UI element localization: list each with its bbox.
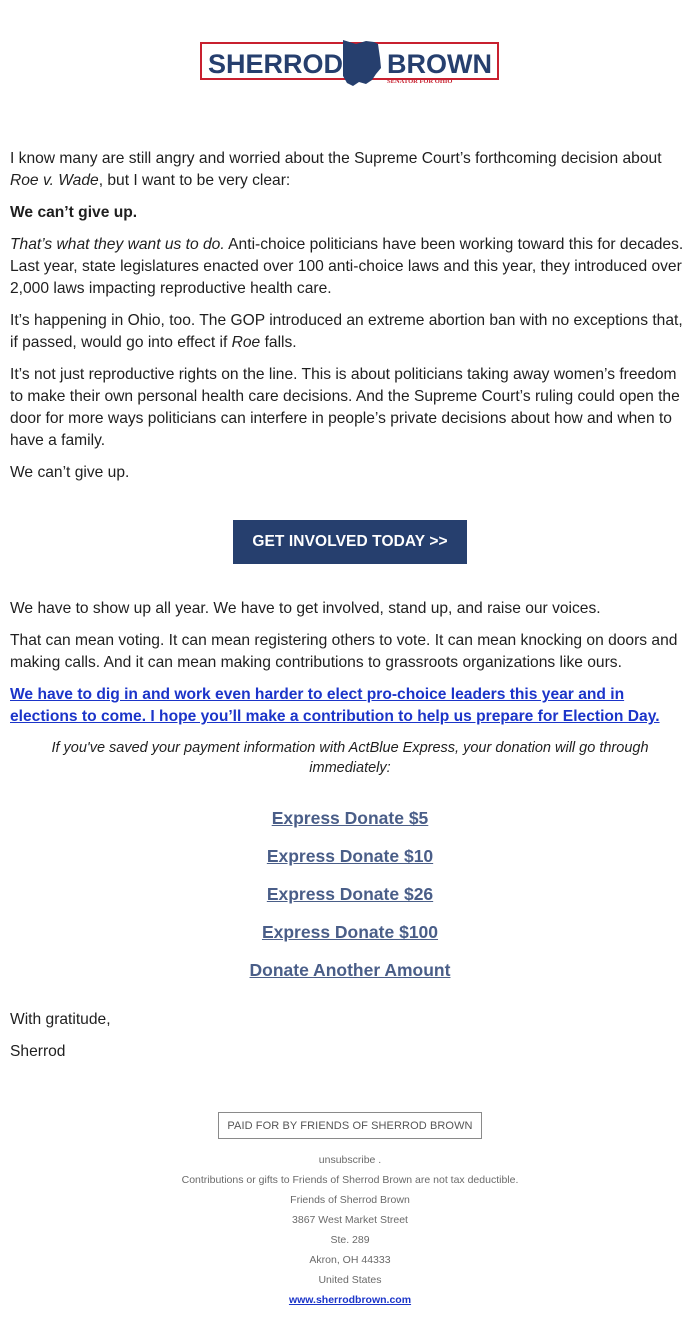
paragraph-5: It’s not just reproductive rights on the line. This is about politicians taking away women’s freedom to make their own personal health care decisions. And the Supreme Court’s ruling could open the door for more ways politicians can interfere in people’s private decisions about how and when to have a family. [10,366,680,449]
paragraph-6: We can’t give up. [10,464,130,481]
express-donate-100-link[interactable]: Express Donate $100 [261,922,439,942]
closing-text: With gratitude, [10,1011,111,1028]
paragraph-3-emphasis: That’s what they want us to do. [10,236,225,253]
paragraph-4 [10,310,685,354]
tax-deductible-note: Contributions or gifts to Friends of Sherrod Brown are not tax deductible. [181,1174,519,1186]
letter-middle [10,598,685,728]
footer-city: Akron, OH 44333 [309,1254,391,1266]
paragraph-9 [10,684,685,728]
letter-intro [10,148,685,484]
paragraph-8: That can mean voting. It can mean registering others to vote. It can mean knocking on doors and making calls. And it can mean making contributions to grassroots organizations like ours. [10,632,678,671]
express-donate-5-link[interactable]: Express Donate $5 [271,808,429,828]
logo-graphic [200,38,499,86]
paragraph-4-emphasis: Roe [231,334,261,351]
donate-link-100-row [0,921,700,943]
actblue-note: If you've saved your payment information with ActBlue Express, your donation will go through immediately: [51,740,649,776]
website-link[interactable]: www.sherrodbrown.com [288,1294,412,1306]
letter-closing [10,1009,685,1063]
paragraph-1-emphasis: Roe v. Wade [10,172,99,189]
express-donate-26-link[interactable]: Express Donate $26 [266,884,434,904]
donate-other-row [0,959,700,981]
footer-country: United States [318,1274,382,1286]
paragraph-1 [10,148,685,192]
donate-link-5-row [0,807,700,829]
footer-org-name: Friends of Sherrod Brown [290,1194,410,1206]
get-involved-button[interactable]: GET INVOLVED TODAY >> [233,520,467,564]
paragraph-3 [10,234,685,300]
contribution-link[interactable]: We have to dig in and work even harder to elect pro-choice leaders this year and in elections to come. I hope you’ll make a contribution to help us prepare for Election Day. [10,686,660,725]
footer-street: 3867 West Market Street [292,1214,408,1226]
footer-website-row [0,1293,700,1307]
logo-tagline: SENATOR FOR OHIO [387,78,453,85]
paragraph-4-text-b: falls. [260,334,297,351]
logo-right-text: BROWN [387,49,492,79]
unsubscribe-row [0,1153,700,1167]
paragraph-7: We have to show up all year. We have to get involved, stand up, and raise our voices. [10,600,601,617]
unsubscribe-dot: . [375,1154,382,1166]
donate-another-amount-link[interactable]: Donate Another Amount [249,960,451,980]
footer-suite: Ste. 289 [330,1234,370,1246]
paragraph-1-text-a: I know many are still angry and worried about the Supreme Court’s forthcoming decision about [10,150,662,167]
donate-link-10-row [0,845,700,867]
unsubscribe-link[interactable]: unsubscribe [318,1154,376,1166]
paid-for-disclaimer: PAID FOR BY FRIENDS OF SHERROD BROWN [218,1112,482,1139]
logo-left-text: SHERROD [208,49,344,79]
paragraph-4-text-a: It’s happening in Ohio, too. The GOP introduced an extreme abortion ban with no exceptions that, if passed, would go into effect if [10,312,683,351]
paragraph-1-text-b: , but I want to be very clear: [98,172,291,189]
express-donate-10-link[interactable]: Express Donate $10 [266,846,434,866]
donate-link-26-row [0,883,700,905]
paragraph-3-text: Anti-choice politicians have been working toward this for decades. Last year, state legislatures enacted over 100 anti-choice laws and this year, they introduced over 2,000 laws impacting reproductive health care. [10,236,684,297]
paragraph-2: We can’t give up. [10,204,138,221]
sherrod-brown-logo [200,38,499,86]
signature: Sherrod [10,1043,66,1060]
